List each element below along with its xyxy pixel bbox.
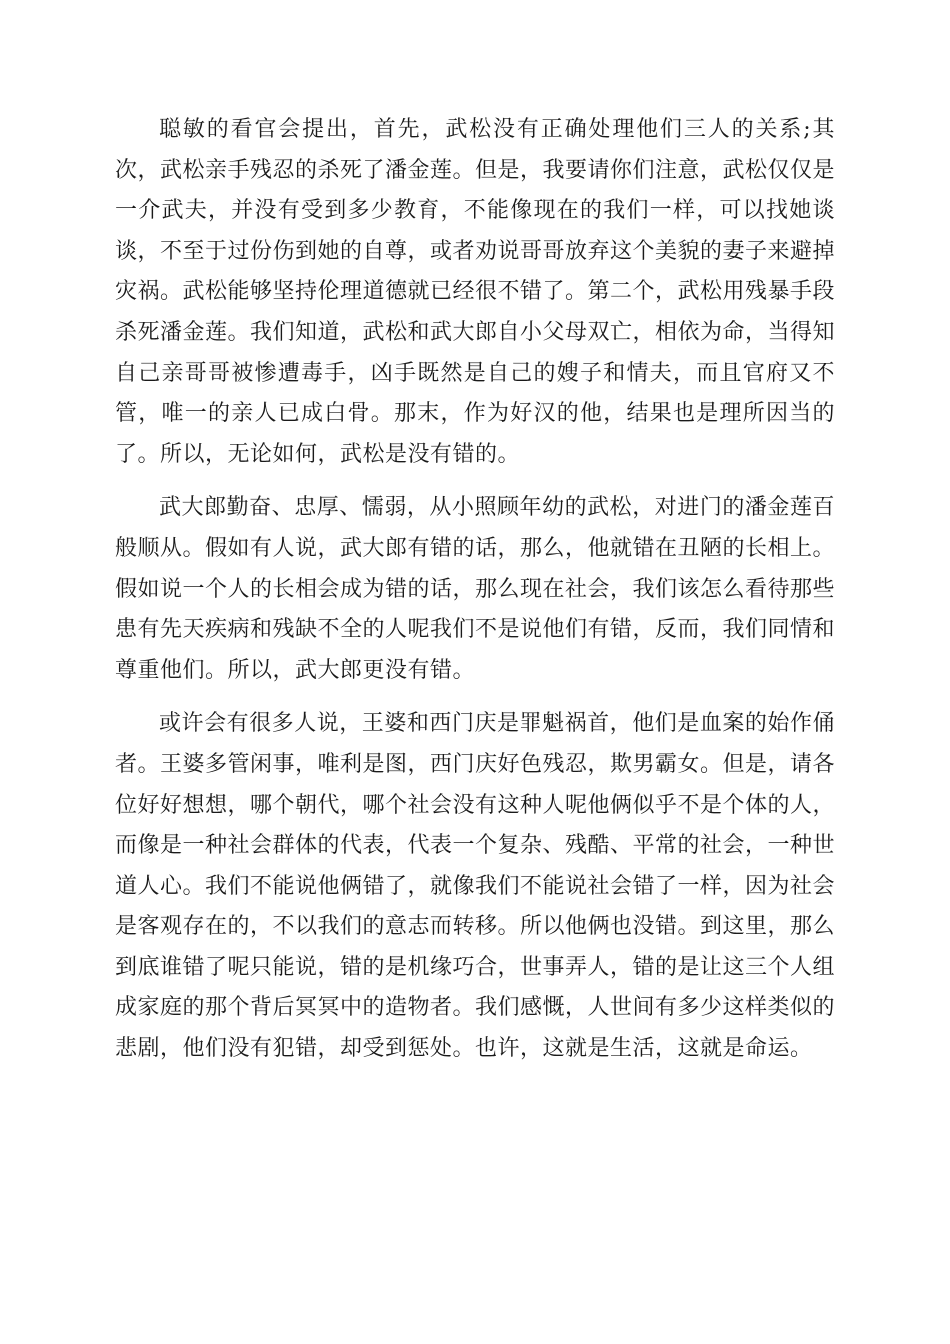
paragraph-1: 聪敏的看官会提出，首先，武松没有正确处理他们三人的关系;其次，武松亲手残忍的杀死了潘金莲。但是，我要请你们注意，武松仅仅是一介武夫，并没有受到多少教育，不能像现在的我们一样，可以找她谈谈，不至于过份伤到她的自尊，或者劝说哥哥放弃这个美貌的妻子来避掉灾祸。武松能够坚持伦理道德就已经很不错了。第二个，武松用残暴手段杀死潘金莲。我们知道，武松和武大郎自小父母双亡，相依为命，当得知自己亲哥哥被惨遭毒手，凶手既然是自己的嫂子和情夫，而且官府又不管，唯一的亲人已成白骨。那末，作为好汉的他，结果也是理所因当的了。所以，无论如何，武松是没有错的。	[115, 117, 836, 467]
paragraph-3: 或许会有很多人说，王婆和西门庆是罪魁祸首，他们是血案的始作俑者。王婆多管闲事，唯利是图，西门庆好色残忍，欺男霸女。但是，请各位好好想想，哪个朝代，哪个社会没有这种人呢他俩似乎不是个体的人，而像是一种社会群体的代表，代表一个复杂、残酷、平常的社会，一种世道人心。我们不能说他俩错了，就像我们不能说社会错了一样，因为社会是客观存在的，不以我们的意志而转移。所以他俩也没错。到这里，那么到底谁错了呢只能说，错的是机缘巧合，世事弄人，错的是让这三个人组成家庭的那个背后冥冥中的造物者。我们感慨，人世间有多少这样类似的悲剧，他们没有犯错，却受到惩处。也许，这就是生活，这就是命运。	[115, 711, 836, 1062]
paragraph-2: 武大郎勤奋、忠厚、懦弱，从小照顾年幼的武松，对进门的潘金莲百般顺从。假如有人说，武大郎有错的话，那么，他就错在丑陋的长相上。假如说一个人的长相会成为错的话，那么现在社会，我们该怎么看待那些患有先天疾病和残缺不全的人呢我们不是说他们有错，反而，我们同情和尊重他们。所以，武大郎更没有错。	[115, 495, 836, 683]
document-body	[115, 110, 835, 1083]
